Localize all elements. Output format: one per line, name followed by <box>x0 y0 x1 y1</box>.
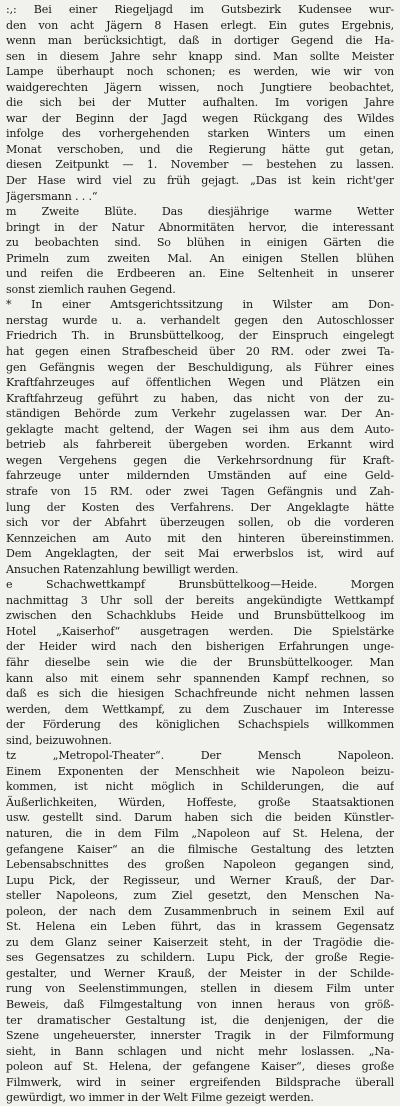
text-line: * In einer Amtsgerichtssitzung in Wilster am Don- <box>6 298 394 312</box>
text-line: kann also mit einem sehr spannenden Kampf rechnen, so <box>6 671 394 685</box>
text-line: Dem Angeklagten, der seit Mai erwerbslos ist, wird auf <box>6 547 394 561</box>
text-line: poleon, der nach dem Zusammenbruch in seinem Exil auf <box>6 904 394 918</box>
text-line: infolge des vorhergehenden starken Winters um einen <box>6 127 394 141</box>
text-line: sieht, in Bann schlagen und nicht mehr loslassen. „Na- <box>6 1044 394 1058</box>
text-line: ter dramatischer Gestaltung ist, die denjenigen, der die <box>6 1013 394 1027</box>
text-line: wegen Vergehens gegen die Verkehrsordnung für Kraft- <box>6 453 394 467</box>
article-body <box>6 2 394 1106</box>
text-line: waidgerechten Jägern wissen, noch Jungtiere beobachtet, <box>6 80 394 94</box>
text-line: lung der Kosten des Verfahrens. Der Angeklagte hätte <box>6 500 394 514</box>
text-line: sind, beizuwohnen. <box>6 733 112 747</box>
text-line: Szene ungeheuerster, innerster Tragik in der Filmformung <box>6 1029 394 1043</box>
text-line: naturen, die in dem Film „Napoleon auf St. Helena, der <box>6 826 394 840</box>
text-line: steller Napoleons, zum Ziel gesetzt, den Menschen Na- <box>6 889 394 903</box>
text-line: sich vor der Abfahrt überzeugen sollen, ob die vorderen <box>6 516 394 530</box>
text-line: diesen Zeitpunkt — 1. November — bestehen zu lassen. <box>6 158 394 172</box>
text-line: St. Helena ein Leben führt, das in krassem Gegensatz <box>6 920 394 934</box>
text-line: m Zweite Blüte. Das diesjährige warme Wetter <box>6 205 394 219</box>
text-line: Der Hase wird viel zu früh gejagt. „Das ist kein richt'ger <box>6 174 394 188</box>
text-line: betrieb als fahrbereit übergeben worden. Erkannt wird <box>6 438 394 452</box>
paragraph-schachwettkampf <box>6 577 394 748</box>
text-line: Lampe überhaupt noch schonen; es werden, wie wir von <box>6 65 394 79</box>
text-line: zwischen den Schachklubs Heide und Brunsbüttelkoog im <box>6 609 394 623</box>
paragraph-amtsgericht <box>6 297 394 577</box>
text-line: Kraftfahrzeuges auf öffentlichen Wegen und Plätzen ein <box>6 376 394 390</box>
text-line: Filmwerk, wird in seiner ergreifenden Bildsprache überall <box>6 1075 394 1089</box>
text-line: und reifen die Erdbeeren an. Eine Seltenheit in unserer <box>6 267 394 281</box>
text-line: :,: Bei einer Riegeljagd im Gutsbezirk Kudensee wur- <box>6 3 394 16</box>
text-line: daß es sich die hiesigen Schachfreunde nicht nehmen lassen <box>6 687 394 701</box>
text-line: Lebensabschnittes des großen Napoleon gegangen sind, <box>6 858 394 872</box>
text-line: kommen, ist nicht möglich in Schilderungen, die auf <box>6 780 394 794</box>
newspaper-column <box>6 2 394 1106</box>
text-line: zu beobachten sind. So blühen in einigen Gärten die <box>6 236 394 250</box>
text-line: der Förderung des königlichen Schachspiels willkommen <box>6 718 394 732</box>
text-line: gewürdigt, wo immer in der Welt Filme gezeigt werden. <box>6 1091 314 1105</box>
paragraph-metropol-theater <box>6 748 394 1106</box>
text-line: zu dem Glanz seiner Kaiserzeit steht, in der Tragödie die- <box>6 935 394 949</box>
text-line: der Heider wird nach den bisherigen Erfahrungen unge- <box>6 640 394 654</box>
text-line: rung von Seelenstimmungen, stellen in diesem Film unter <box>6 982 394 996</box>
text-line: gefangene Kaiser“ an die filmische Gestaltung des letzten <box>6 842 394 856</box>
text-line: Monat verschoben, und die Regierung hätte gut getan, <box>6 142 394 156</box>
text-line: die sich bei der Mutter aufhalten. Im vorigen Jahre <box>6 96 394 110</box>
text-line: Friedrich Th. in Brunsbüttelkoog, der Einspruch eingelegt <box>6 329 394 343</box>
text-line: werden, dem Wettkampf, zu dem Zuschauer im Interesse <box>6 702 394 716</box>
text-line: fähr dieselbe sein wie die der Brunsbüttelkooger. Man <box>6 655 394 669</box>
text-line: sen in diesem Jahre sehr knapp sind. Man sollte Meister <box>6 49 394 63</box>
text-line: geklagte macht geltend, der Wagen sei ihm aus dem Auto- <box>6 422 394 436</box>
text-line: den von acht Jägern 8 Hasen erlegt. Ein gutes Ergebnis, <box>6 18 394 32</box>
text-line: Kennzeichen am Auto mit den hinteren übereinstimmen. <box>6 531 394 545</box>
text-line: ses Gegensatzes zu schildern. Lupu Pick, der große Regie- <box>6 951 394 965</box>
text-line: strafe von 15 RM. oder zwei Tagen Gefängnis und Zah- <box>6 484 394 498</box>
text-line: Äußerlichkeiten, Würden, Hoffeste, große Staatsaktionen <box>6 795 394 809</box>
text-line: Einem Exponenten der Menschheit wie Napoleon beizu- <box>6 764 394 778</box>
text-line: sonst ziemlich rauhen Gegend. <box>6 282 176 296</box>
paragraph-zweite-bluete <box>6 204 394 297</box>
text-line: war der Beginn der Jagd wegen Rückgang des Wildes <box>6 111 394 125</box>
text-line: fahrzeuge unter mildernden Umständen auf eine Geld- <box>6 469 394 483</box>
text-line: usw. gestellt sind. Darum haben sich die beiden Künstler- <box>6 811 394 825</box>
text-line: Beweis, daß Filmgestaltung von innen heraus von größ- <box>6 998 394 1011</box>
text-line: hat gegen einen Strafbescheid über 20 RM. oder zwei Ta- <box>6 345 394 359</box>
text-line: poleon auf St. Helena, der gefangene Kaiser“, dieses große <box>6 1060 394 1074</box>
text-line: Kraftfahrzeug geführt zu haben, das nicht von der zu- <box>6 391 394 405</box>
text-line: bringt in der Natur Abnormitäten hervor, die interessant <box>6 220 394 234</box>
text-line: e Schachwettkampf Brunsbüttelkoog—Heide. Morgen <box>6 578 394 592</box>
text-line: Ansuchen Ratenzahlung bewilligt werden. <box>6 562 239 576</box>
text-line: gen Gefängnis wegen der Beschuldigung, als Führer eines <box>6 360 394 374</box>
text-line: Jägersmann . . .“ <box>6 189 98 203</box>
text-line: gestalter, und Werner Krauß, der Meister in der Schilde- <box>6 966 394 980</box>
text-line: nachmittag 3 Uhr soll der bereits angekündigte Wettkampf <box>6 593 394 607</box>
text-line: Primeln zum zweiten Mal. An einigen Stellen blühen <box>6 251 394 265</box>
paragraph-riegeljagd <box>6 2 394 204</box>
text-line: Hotel „Kaiserhof“ ausgetragen werden. Die Spielstärke <box>6 624 394 638</box>
text-line: wenn man berücksichtigt, daß in dortiger Gegend die Ha- <box>6 34 394 48</box>
text-line: tz „Metropol-Theater“. Der Mensch Napoleon. <box>6 749 394 763</box>
text-line: Lupu Pick, der Regisseur, und Werner Krauß, der Dar- <box>6 873 394 887</box>
text-line: ständigen Behörde zum Verkehr zugelassen war. Der An- <box>6 407 394 421</box>
text-line: nerstag wurde u. a. verhandelt gegen den Autoschlosser <box>6 313 394 327</box>
